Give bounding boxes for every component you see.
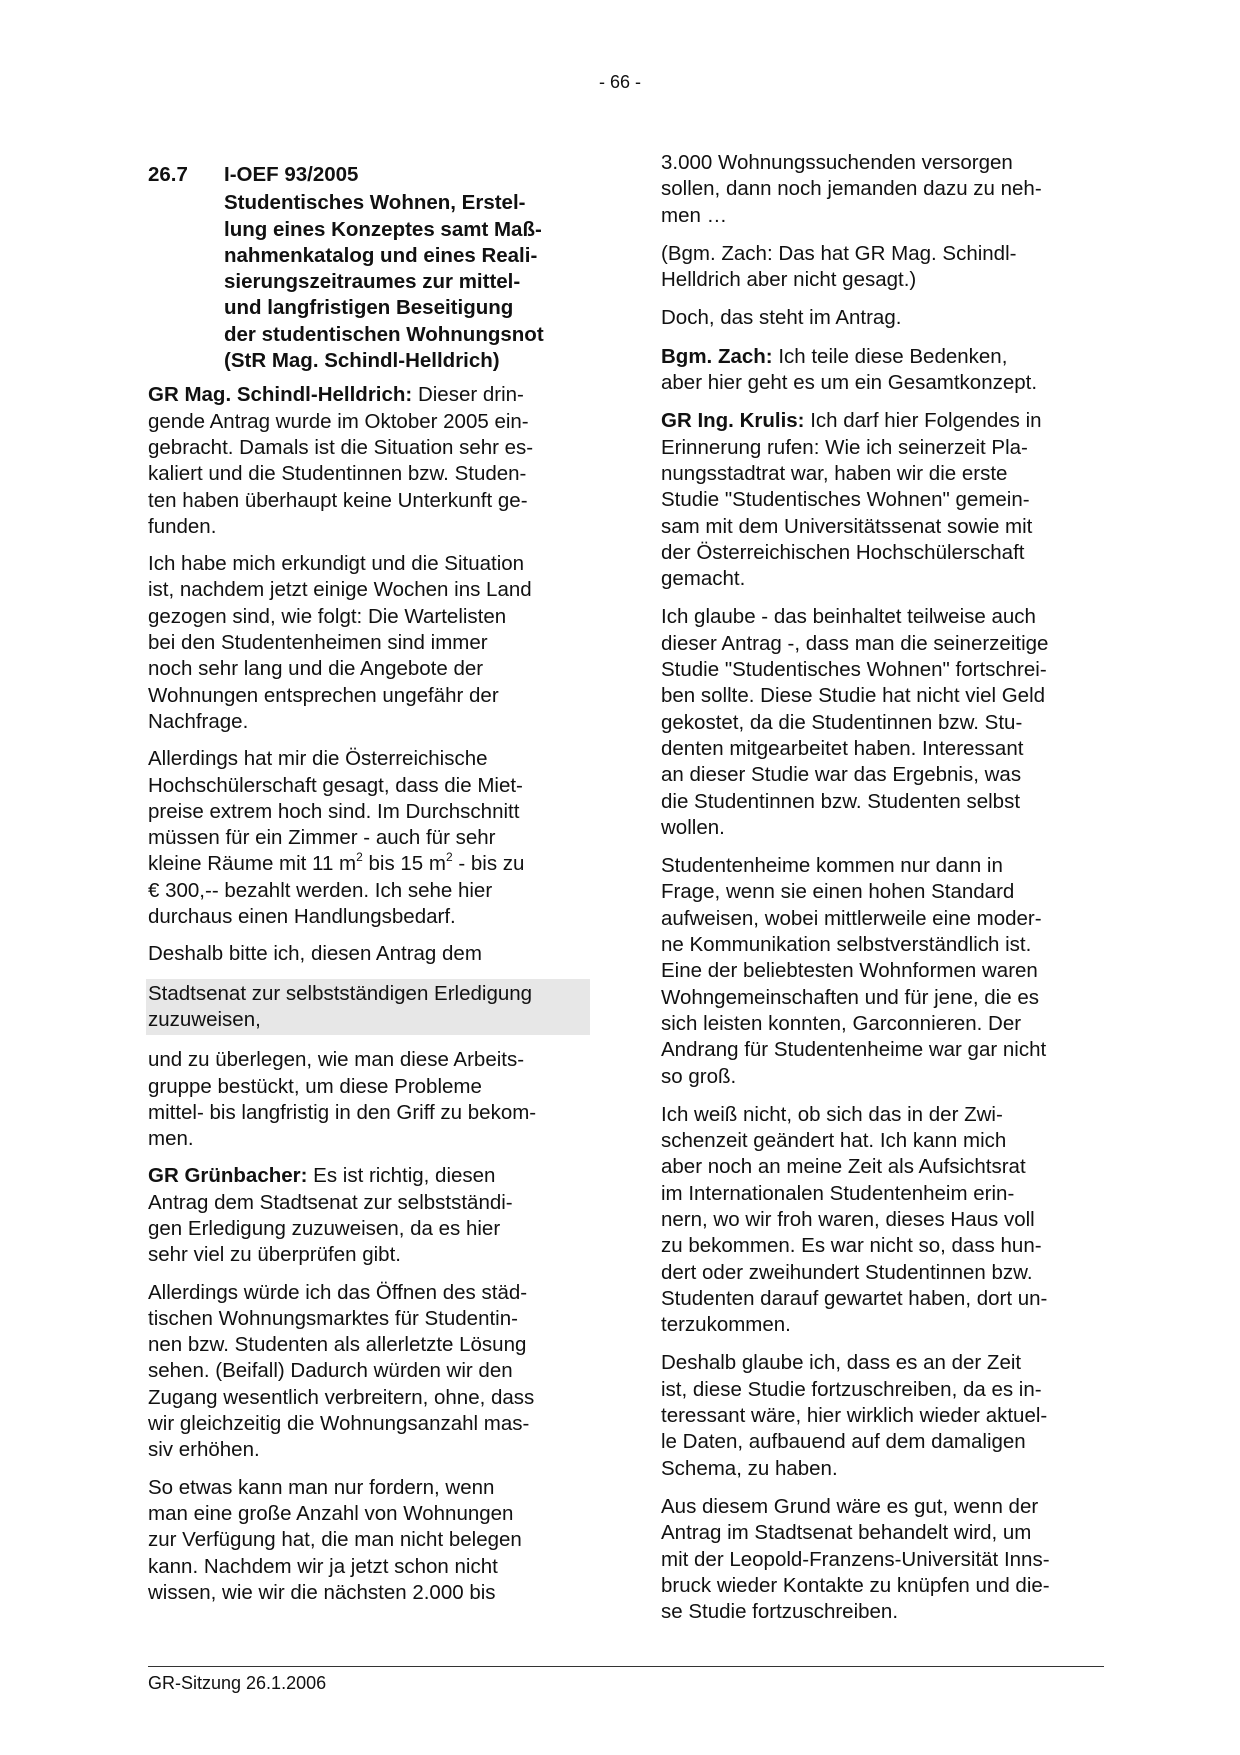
speaker-name: Bgm. Zach: [661,344,773,368]
agenda-item-title: Studentisches Wohnen, Erstel- lung eines Konzeptes samt Maß- nahmenkatalog und eines Reali- sierungszeitraumes zur mittel- und langfristigen Beseitigung der studentischen Wohnungsnot (StR Mag. Schindl-Helldrich) [224,191,544,373]
agenda-item-number: 26.7 [148,163,188,186]
speaker-name: GR Ing. Krulis: [661,409,805,433]
footer-session-date: GR-Sitzung 26.1.2006 [148,1673,327,1693]
speech-paragraph: Studentenheime kommen nur dann in Frage, wenn sie einen hohen Standard aufweisen, wobei mittlerweile eine moder- ne Kommunikation selbstverständlich ist. Eine der beliebtesten Wohnformen waren Wohngemeinschaften und für jene, die es sich leisten konnten, Garconnieren. Der Andrang für Studentenheime war gar nicht so groß. [661,854,1047,1088]
speech-paragraph: GR Ing. Krulis: Ich darf hier Folgendes in Erinnerung rufen: Wie ich seinerzeit Pla- nungsstadtrat war, haben wir die erste Studie "Studentisches Wohnen" gemein- sam mit dem Universitätssenat sowie mit der Österreichischen Hochschülerschaft gemacht. [661,409,1042,591]
speech-paragraph: GR Grünbacher: Es ist richtig, diesen Antrag dem Stadtsenat zur selbstständi- gen Erledigung zuzuweisen, da es hier sehr viel zu überprüfen gibt. [148,1164,513,1267]
speech-paragraph: So etwas kann man nur fordern, wenn man eine große Anzahl von Wohnungen zur Verfügung hat, die man nicht belegen kann. Nachdem wir ja jetzt schon nicht wissen, wie wir die nächsten 2.000 bis [148,1475,522,1604]
speech-paragraph: Aus diesem Grund wäre es gut, wenn der Antrag im Stadtsenat behandelt wird, um mit der Leopold-Franzens-Universität Inns- bruck wieder Kontakte zu knüpfen und die- se Studie fortzuschreiben. [661,1494,1050,1624]
speech-paragraph: Doch, das steht im Antrag. [661,306,902,330]
page-number: - 66 - [598,72,641,92]
speech-paragraph: 3.000 Wohnungssuchenden versorgen sollen, dann noch jemanden dazu zu neh- men … [661,151,1042,227]
right-column [661,150,1101,1637]
speech-paragraph: Ich glaube - das beinhaltet teilweise auch dieser Antrag -, dass man die seinerzeitige Studie "Studentisches Wohnen" fortschrei- ben sollte. Diese Studie hat nicht viel Geld gekostet, da die Studentinnen bzw. Stu- denten mitgearbeitet haben. Interessant an dieser Studie war das Ergebnis, was die Studentinnen bzw. Studenten selbst wollen. [661,605,1049,839]
footer-divider [148,1666,1104,1667]
agenda-item-heading [148,162,588,188]
speech-paragraph: Allerdings hat mir die Österreichische Hochschülerschaft gesagt, dass die Miet- preise extrem hoch sind. Im Durchschnitt müssen für ein Zimmer - auch für sehr kleine Räume mit 11 $m^2$ bis 15 $m^2$ - bis zu € 300,-- bezahlt werden. Ich sehe hier durchaus einen Handlungsbedarf. [148,747,525,929]
speech-paragraph: Bgm. Zach: Ich teile diese Bedenken, aber hier geht es um ein Gesamtkonzept. [661,344,1038,395]
speaker-name: GR Grünbacher: [148,1164,308,1188]
speech-paragraph: Allerdings würde ich das Öffnen des städ- tischen Wohnungsmarktes für Studentin- nen bzw. Studenten als allerletzte Lösung sehen. (Beifall) Dadurch würden wir den Zugang wesentlich verbreitern, ohne, dass wir gleichzeitig die Wohnungsanzahl mas- siv erhöhen. [148,1280,535,1462]
speech-paragraph: und zu überlegen, wie man diese Arbeits- gruppe bestückt, um diese Probleme mittel- bis langfristig in den Griff zu bekom- men. [148,1048,537,1151]
interjection: (Bgm. Zach: Das hat GR Mag. Schindl- Helldrich aber nicht gesagt.) [661,241,1017,292]
speaker-name: GR Mag. Schindl-Helldrich: [148,383,413,407]
speech-paragraph: GR Mag. Schindl-Helldrich: Dieser drin- gende Antrag wurde im Oktober 2005 ein- gebracht. Damals ist die Situation sehr es- kaliert und die Studentinnen bzw. Studen- ten haben überhaupt keine Unterkunft ge- funden. [148,383,534,538]
speech-paragraph: Ich habe mich erkundigt und die Situation ist, nachdem jetzt einige Wochen ins Land gezogen sind, wie folgt: Die Wartelisten bei den Studentenheimen sind immer noch sehr lang und die Angebote der Wohnungen entsprechen ungefähr der Nachfrage. [148,552,532,733]
agenda-item-code: I-OEF 93/2005 [224,163,359,186]
left-column [148,150,588,1617]
highlighted-motion: Stadtsenat zur selbstständigen Erledigung zuzuweisen, [146,979,590,1036]
speech-paragraph: Ich weiß nicht, ob sich das in der Zwi- schenzeit geändert hat. Ich kann mich aber noch an meine Zeit als Aufsichtsrat im Internationalen Studentenheim erin- nern, wo wir froh waren, dieses Haus voll zu bekommen. Es war nicht so, dass hun- dert oder zweihundert Studentinnen bzw. Studenten darauf gewartet haben, dort un- terzukommen. [661,1102,1048,1337]
speech-paragraph: Deshalb bitte ich, diesen Antrag dem [148,942,482,966]
speech-paragraph: Deshalb glaube ich, dass es an der Zeit ist, diese Studie fortzuschreiben, da es in- teressant wäre, hier wirklich wieder aktuel- le Daten, aufbauend auf dem damaligen Schema, zu haben. [661,1351,1048,1480]
